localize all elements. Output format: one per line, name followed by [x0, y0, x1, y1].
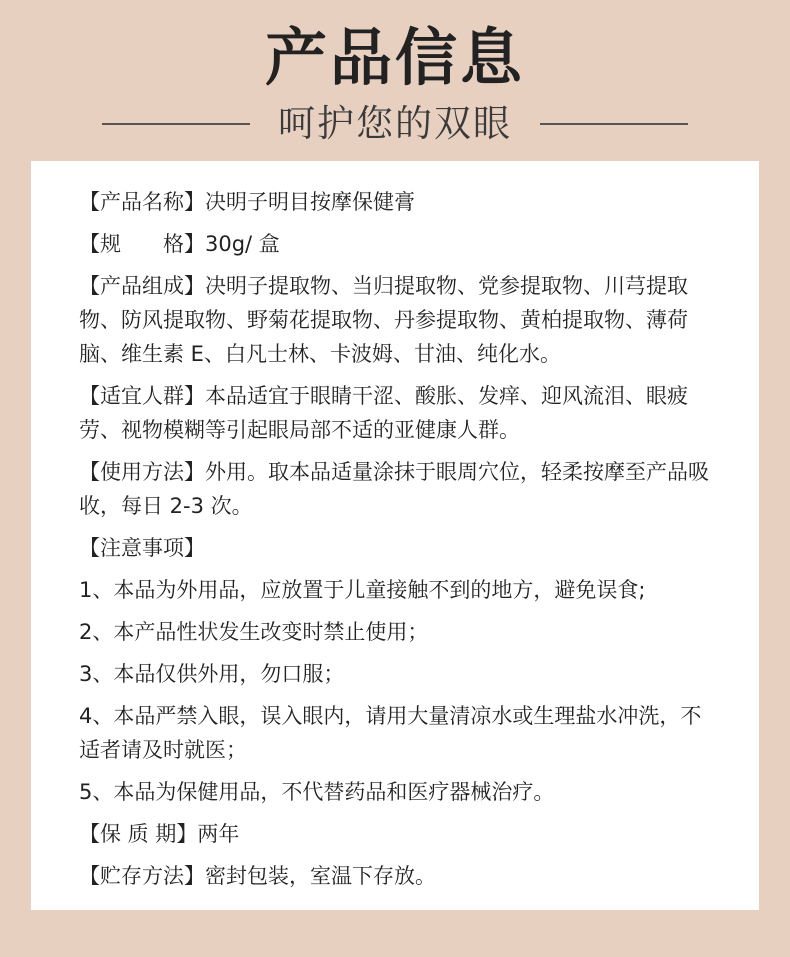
product-info-list	[79, 185, 719, 901]
right-divider-line	[540, 123, 688, 125]
info-item-product-name	[79, 185, 719, 219]
info-label: 【使用方法】	[79, 460, 205, 484]
precaution-item-2	[79, 615, 719, 649]
info-item-precautions-heading	[79, 531, 719, 565]
info-item-shelf-life	[79, 817, 719, 851]
precaution-item-1	[79, 573, 719, 607]
info-item-usage	[79, 455, 719, 523]
info-text: 1、本品为外用品，应放置于儿童接触不到的地方，避免误食;	[79, 578, 646, 602]
precaution-item-4	[79, 699, 719, 767]
info-label: 【产品名称】	[79, 190, 205, 214]
subtitle-row	[0, 98, 790, 150]
info-text: 2、本产品性状发生改变时禁止使用；	[79, 620, 429, 644]
info-label: 【注意事项】	[79, 536, 205, 560]
info-text: 3、本品仅供外用，勿口服；	[79, 662, 345, 686]
info-text: 本品适宜于眼睛干涩、酸胀、发痒、迎风流泪、眼疲劳、视物模糊等引起眼局部不适的亚健康人群。	[79, 384, 688, 442]
info-text: 外用。取本品适量涂抹于眼周穴位，轻柔按摩至产品吸收，每日 2-3 次。	[79, 460, 709, 518]
info-label: 【贮存方法】	[79, 864, 205, 888]
product-info-panel	[31, 161, 759, 910]
info-text: 30g/ 盒	[205, 232, 280, 256]
precaution-item-5	[79, 775, 719, 809]
info-label: 【产品组成】	[79, 274, 205, 298]
page-subtitle: 呵护您的双眼	[278, 102, 512, 145]
info-item-suitable-group	[79, 379, 719, 447]
info-text: 密封包装，室温下存放。	[205, 864, 436, 888]
info-text: 决明子提取物、当归提取物、党参提取物、川芎提取物、防风提取物、野菊花提取物、丹参提取物、黄柏提取物、薄荷脑、维生素 E、白凡士林、卡波姆、甘油、纯化水。	[79, 274, 688, 366]
info-item-specification	[79, 227, 719, 261]
page-title: 产品信息	[264, 21, 525, 94]
info-text: 4、本品严禁入眼，误入眼内，请用大量清凉水或生理盐水冲洗，不适者请及时就医；	[79, 704, 702, 762]
info-label: 【保 质 期】	[79, 822, 198, 846]
info-label: 【规 格】	[79, 232, 205, 256]
info-text: 两年	[197, 822, 240, 846]
info-label: 【适宜人群】	[79, 384, 205, 408]
left-divider-line	[102, 123, 250, 125]
info-item-composition	[79, 269, 719, 371]
info-text: 5、本品为保健用品，不代替药品和医疗器械治疗。	[79, 780, 555, 804]
precaution-item-3	[79, 657, 719, 691]
info-text: 决明子明目按摩保健膏	[205, 190, 415, 214]
info-item-storage	[79, 859, 719, 893]
